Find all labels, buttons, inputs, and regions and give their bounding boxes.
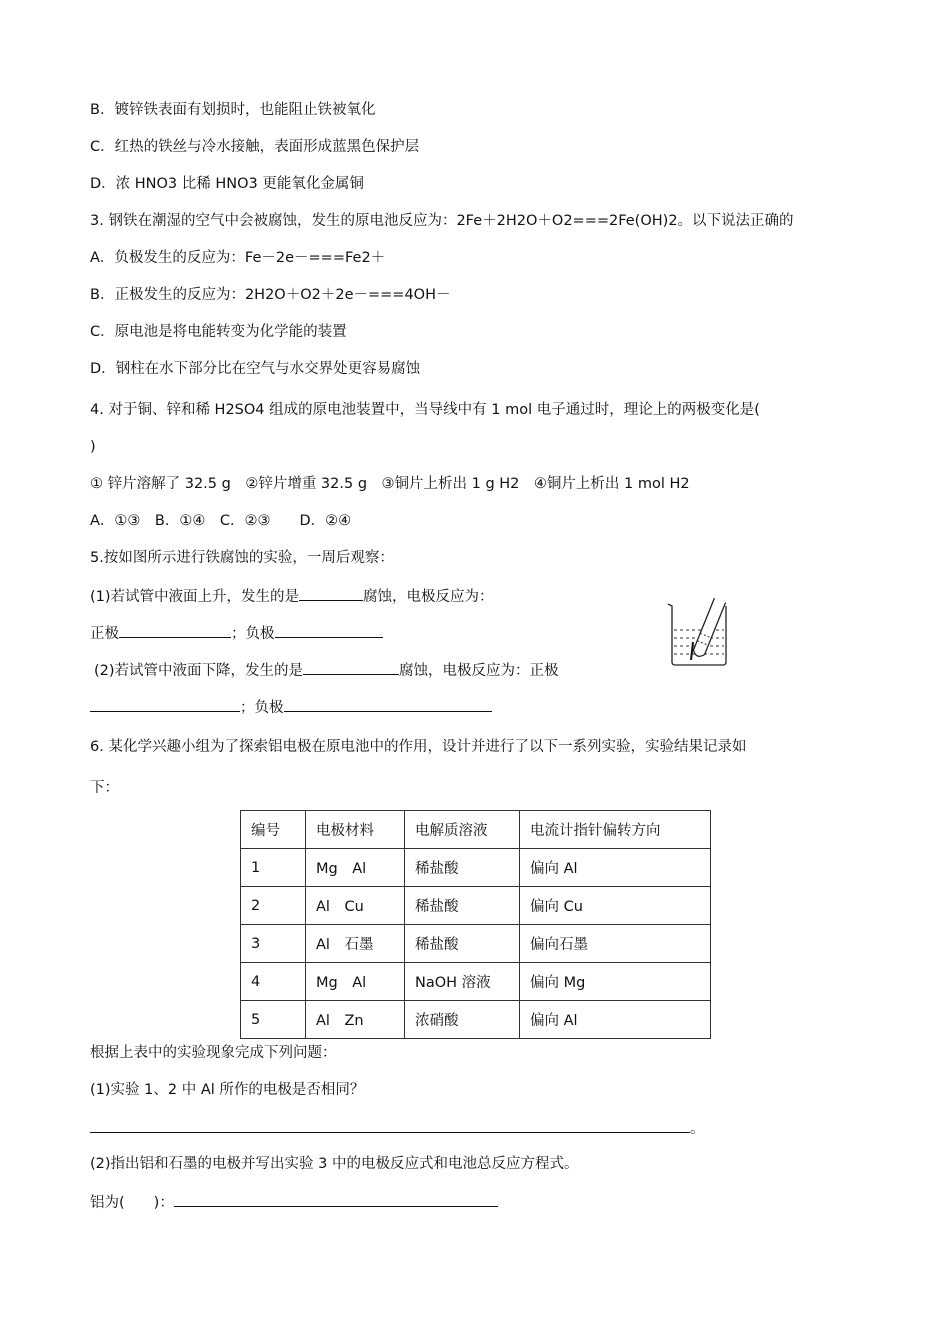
table-cell: 4 — [241, 963, 306, 1001]
table-cell: Al 石墨 — [306, 925, 405, 963]
q5-negative-label-2: ；负极 — [240, 700, 284, 716]
table-row — [241, 925, 711, 963]
table-cell: 稀盐酸 — [405, 849, 520, 887]
table-cell: 偏向 Mg — [520, 963, 711, 1001]
table-header-row — [241, 811, 711, 849]
table-row — [241, 963, 711, 1001]
q2-option-b: B．镀锌铁表面有划损时，也能阻止铁被氧化 — [90, 102, 376, 118]
q5-part2 — [94, 659, 559, 681]
q5-part2-text-a: (2)若试管中液面下降，发生的是 — [94, 663, 304, 679]
q4-items: ① 锌片溶解了 32.5 g ②锌片增重 32.5 g ③铜片上析出 1 g H2 ④铜片上析出 1 mol H2 — [90, 476, 690, 492]
q6-stem-line2: 下： — [90, 780, 119, 796]
q5-blank-positive-1[interactable] — [119, 622, 231, 638]
table-cell: NaOH 溶液 — [405, 963, 520, 1001]
q6-sub1-answer — [90, 1117, 705, 1139]
q6-sub1: (1)实验 1、2 中 Al 所作的电极是否相同？ — [90, 1082, 365, 1098]
table-row — [241, 1001, 711, 1039]
q6-blank-al[interactable] — [174, 1191, 498, 1207]
q6-stem-line1: 6. 某化学兴趣小组为了探索铝电极在原电池中的作用，设计并进行了以下一系列实验，实验结果记录如 — [90, 739, 747, 755]
q5-negative-label: ；负极 — [231, 626, 275, 642]
table-row — [241, 887, 711, 925]
table-cell: Mg Al — [306, 963, 405, 1001]
q5-blank-2[interactable] — [303, 659, 399, 675]
beaker-test-tube-figure — [664, 596, 734, 668]
q5-part1 — [90, 585, 494, 607]
q5-electrodes-1 — [90, 622, 383, 644]
q5-part1-text-b: 腐蚀，电极反应为： — [363, 589, 494, 605]
table-header-cell: 电极材料 — [306, 811, 405, 849]
q3-option-a: A．负极发生的反应为：Fe－2e－===Fe2＋ — [90, 250, 386, 266]
q2-option-c: C．红热的铁丝与冷水接触，表面形成蓝黑色保护层 — [90, 139, 420, 155]
table-header-cell: 电解质溶液 — [405, 811, 520, 849]
table-cell: Mg Al — [306, 849, 405, 887]
q3-stem: 3. 钢铁在潮湿的空气中会被腐蚀，发生的原电池反应为：2Fe＋2H2O＋O2===2Fe(OH)2。以下说法正确的 — [90, 213, 794, 229]
q5-blank-negative-2[interactable] — [284, 696, 492, 712]
table-header-cell: 编号 — [241, 811, 306, 849]
q5-positive-label: 正极 — [90, 626, 119, 642]
q6-blank-sub1[interactable] — [90, 1117, 690, 1133]
table-cell: 1 — [241, 849, 306, 887]
q5-stem: 5.按如图所示进行铁腐蚀的实验，一周后观察： — [90, 550, 394, 566]
q4-stem: 4. 对于铜、锌和稀 H2SO4 组成的原电池装置中，当导线中有 1 mol 电子通过时，理论上的两极变化是( — [90, 402, 760, 418]
table-cell: 偏向 Al — [520, 849, 711, 887]
table-cell: Al Zn — [306, 1001, 405, 1039]
q3-option-d: D．钢柱在水下部分比在空气与水交界处更容易腐蚀 — [90, 361, 421, 377]
q5-blank-negative-1[interactable] — [275, 622, 383, 638]
table-cell: 5 — [241, 1001, 306, 1039]
table-cell: 2 — [241, 887, 306, 925]
q4-options: A．①③ B．①④ C．②③ D．②④ — [90, 513, 352, 529]
q3-option-c: C．原电池是将电能转变为化学能的装置 — [90, 324, 347, 340]
table-cell: 偏向石墨 — [520, 925, 711, 963]
q6-after-table: 根据上表中的实验现象完成下列问题： — [90, 1045, 337, 1061]
q5-part2-text-b: 腐蚀，电极反应为：正极 — [399, 663, 559, 679]
experiment-table — [240, 810, 711, 1039]
q5-part1-text-a: (1)若试管中液面上升，发生的是 — [90, 589, 300, 605]
table-cell: 3 — [241, 925, 306, 963]
table-cell: 偏向 Cu — [520, 887, 711, 925]
q6-sub2: (2)指出铝和石墨的电极并写出实验 3 中的电极反应式和电池总反应方程式。 — [90, 1156, 579, 1172]
table-cell: 浓硝酸 — [405, 1001, 520, 1039]
q5-blank-1[interactable] — [299, 585, 363, 601]
table-cell: 稀盐酸 — [405, 887, 520, 925]
table-header-cell: 电流计指针偏转方向 — [520, 811, 711, 849]
q5-electrodes-2 — [90, 696, 492, 718]
table-cell: 偏向 Al — [520, 1001, 711, 1039]
table-cell: 稀盐酸 — [405, 925, 520, 963]
q6-al-answer — [90, 1191, 498, 1213]
table-cell: Al Cu — [306, 887, 405, 925]
table-row — [241, 849, 711, 887]
q4-stem-cont: ) — [90, 439, 96, 455]
q6-al-label: 铝为( )： — [90, 1195, 174, 1211]
q6-sub1-end: 。 — [690, 1121, 705, 1137]
q2-option-d: D．浓 HNO3 比稀 HNO3 更能氧化金属铜 — [90, 176, 364, 192]
q3-option-b: B．正极发生的反应为：2H2O＋O2＋2e－===4OH－ — [90, 287, 451, 303]
q5-blank-positive-2[interactable] — [90, 696, 240, 712]
